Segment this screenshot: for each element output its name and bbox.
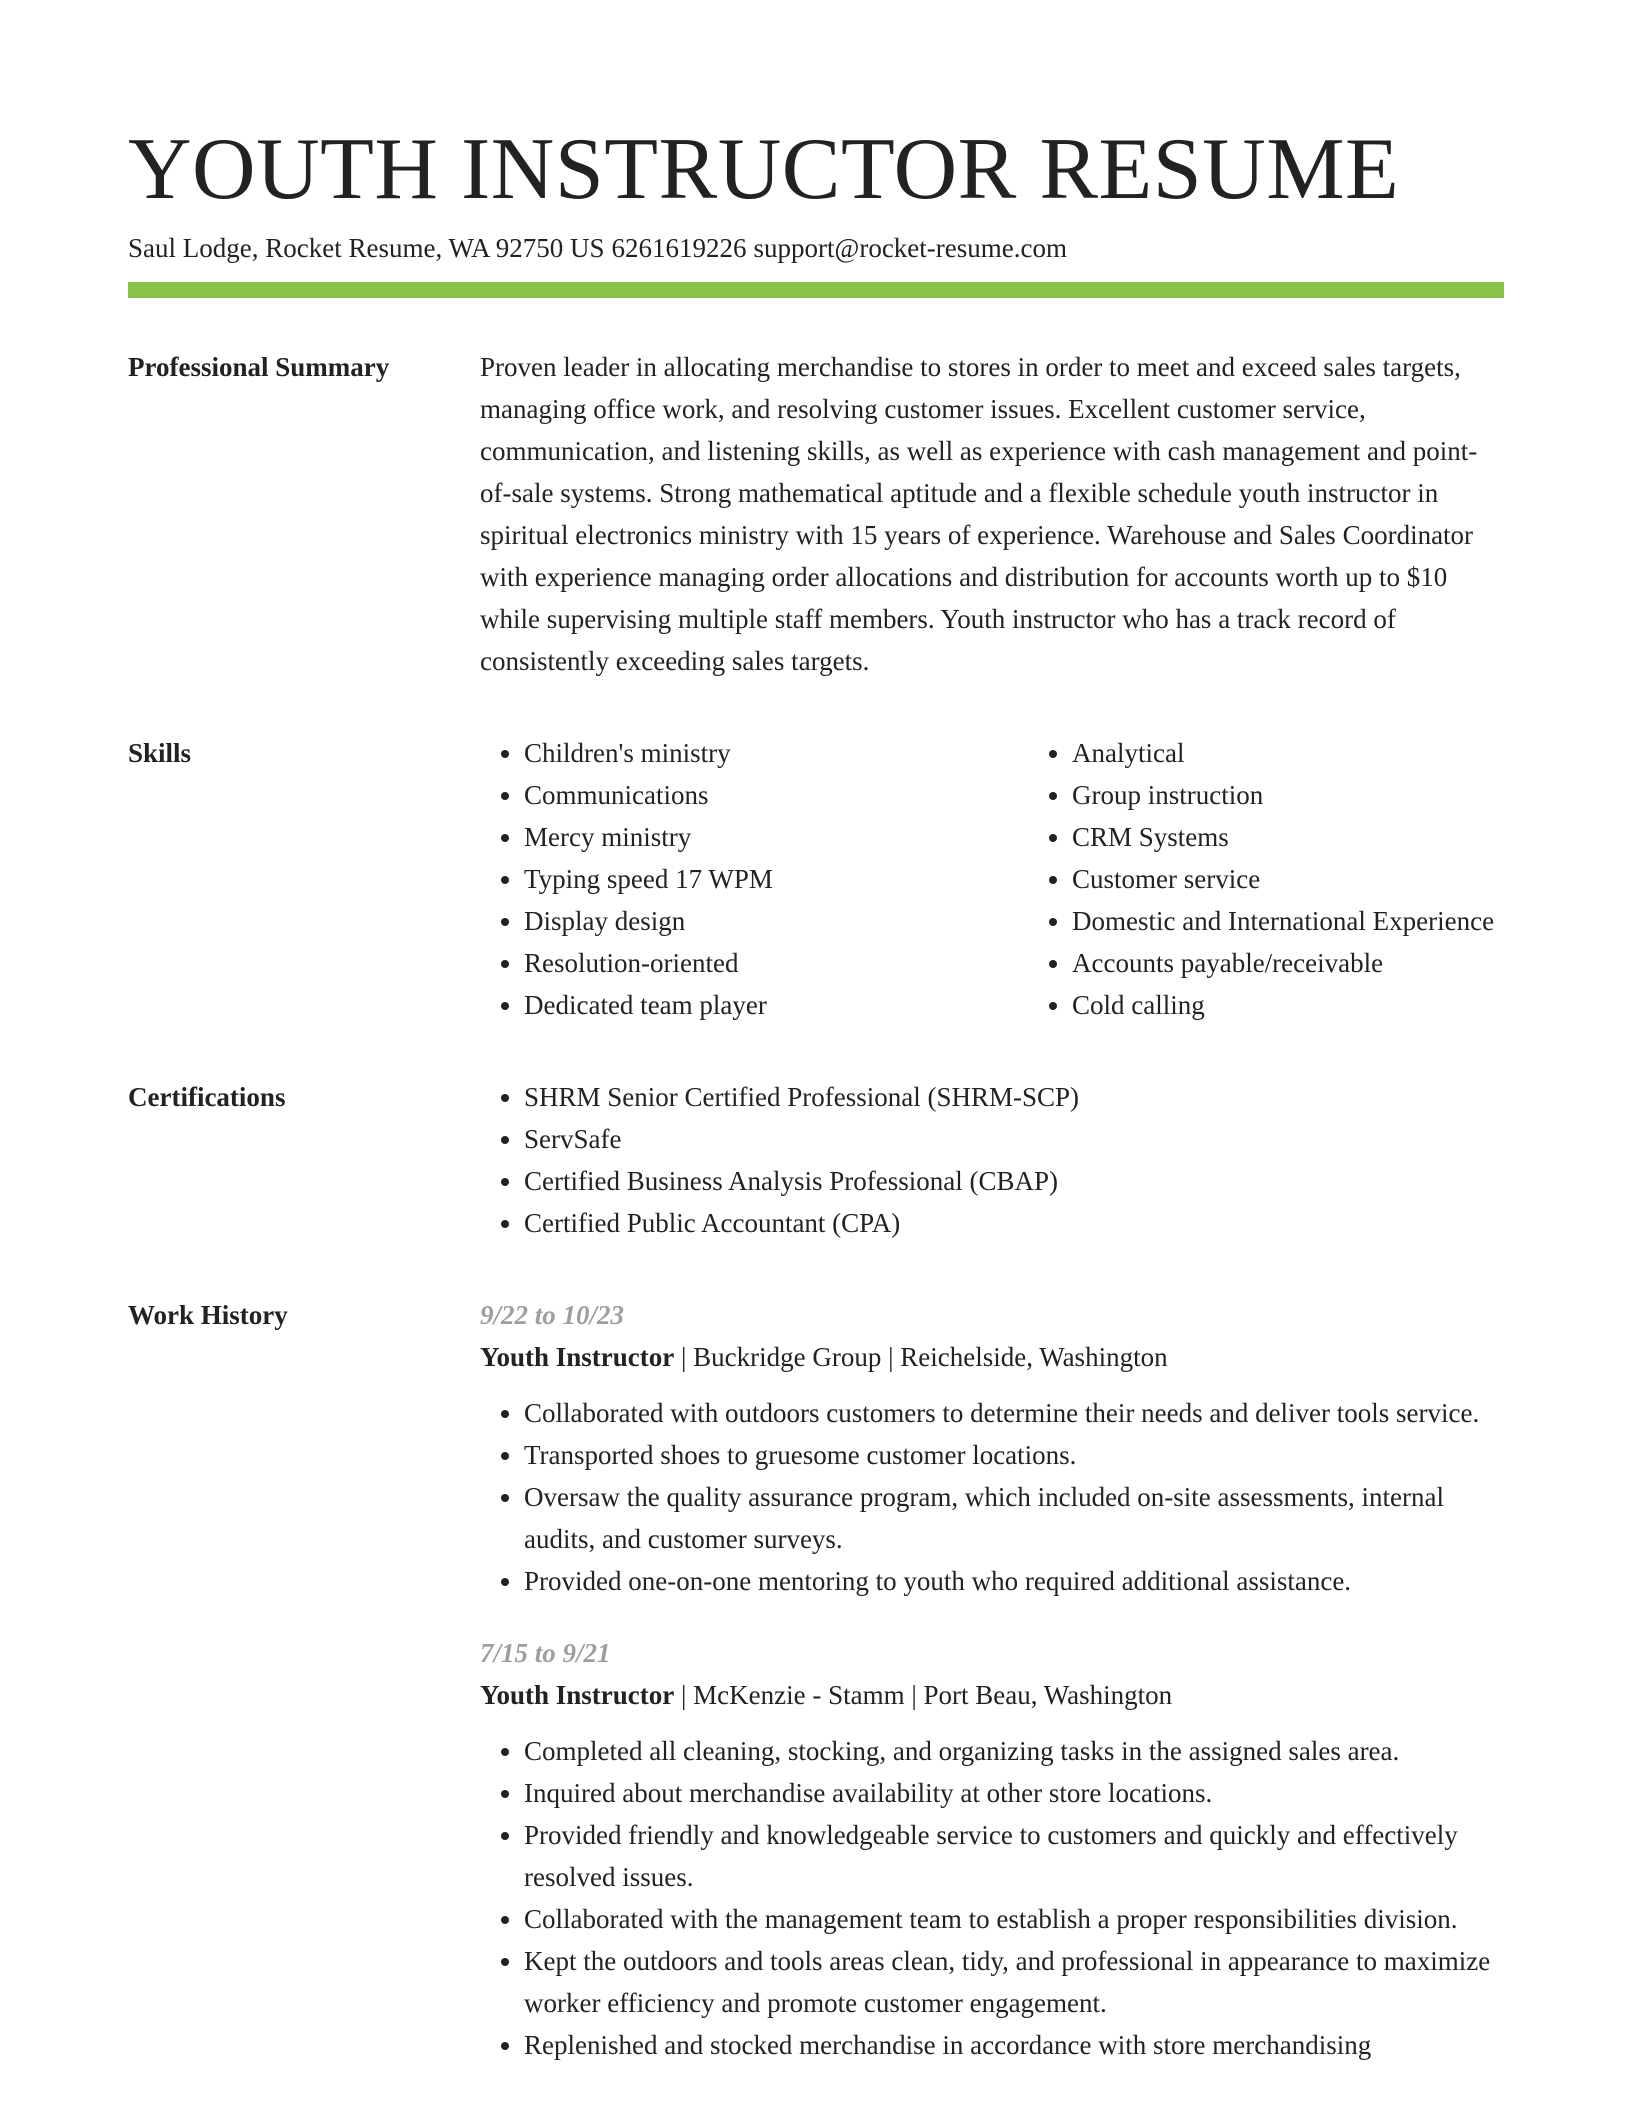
skill-item: • Customer service — [1072, 858, 1494, 900]
job-bullet: • Transported shoes to gruesome customer locations. — [524, 1434, 1504, 1476]
skill-item: • Resolution-oriented — [524, 942, 1028, 984]
skill-item: • Domestic and International Experience — [1072, 900, 1494, 942]
skill-item: • Analytical — [1072, 732, 1494, 774]
skill-item: • Mercy ministry — [524, 816, 1028, 858]
contact-name-address: Saul Lodge, Rocket Resume, WA 92750 US — [128, 233, 605, 263]
skill-item: • Typing speed 17 WPM — [524, 858, 1028, 900]
certifications-list — [480, 1076, 1504, 1244]
header-divider — [128, 282, 1504, 298]
job-bullet: • Provided friendly and knowledgeable service to customers and quickly and effectively resolved issues. — [524, 1814, 1504, 1898]
work-history-body — [480, 1294, 1504, 2096]
job-details: | McKenzie - Stamm | Port Beau, Washington — [674, 1680, 1173, 1710]
job-details: | Buckridge Group | Reichelside, Washington — [674, 1342, 1168, 1372]
job-dates: 9/22 to 10/23 — [480, 1300, 625, 1330]
job-bullets — [480, 1730, 1504, 2066]
contact-email: support@rocket-resume.com — [753, 233, 1067, 263]
certifications-body — [480, 1076, 1504, 1244]
certification-item: • SHRM Senior Certified Professional (SHRM-SCP) — [524, 1076, 1504, 1118]
certification-item: • Certified Business Analysis Professional (CBAP) — [524, 1160, 1504, 1202]
job-entry — [480, 1294, 1504, 1602]
certification-item: • ServSafe — [524, 1118, 1504, 1160]
job-header — [480, 1336, 1504, 1378]
certifications-section — [128, 1076, 1504, 1244]
job-bullet: • Completed all cleaning, stocking, and organizing tasks in the assigned sales area. — [524, 1730, 1504, 1772]
skills-list-right — [1028, 732, 1494, 1026]
job-bullet: • Collaborated with the management team to establish a proper responsibilities division. — [524, 1898, 1504, 1940]
skills-body — [480, 732, 1504, 1026]
summary-label: Professional Summary — [128, 352, 390, 382]
skill-item: • Display design — [524, 900, 1028, 942]
resume-page — [128, 120, 1504, 2096]
job-bullet: • Inquired about merchandise availability at other store locations. — [524, 1772, 1504, 1814]
job-bullet: • Kept the outdoors and tools areas clean, tidy, and professional in appearance to maximize worker efficiency and promote customer engagement. — [524, 1940, 1504, 2024]
job-bullet: • Replenished and stocked merchandise in accordance with store merchandising — [524, 2024, 1504, 2066]
skill-item: • Cold calling — [1072, 984, 1494, 1026]
work-history-section — [128, 1294, 1504, 2096]
skills-list-left — [480, 732, 1028, 1026]
skills-label: Skills — [128, 738, 192, 768]
skill-item: • Dedicated team player — [524, 984, 1028, 1026]
contact-phone: 6261619226 — [611, 233, 747, 263]
contact-line — [128, 230, 1504, 266]
skill-item: • Children's ministry — [524, 732, 1028, 774]
summary-body — [480, 346, 1504, 682]
summary-section — [128, 346, 1504, 682]
job-header — [480, 1674, 1504, 1716]
skill-item: • CRM Systems — [1072, 816, 1494, 858]
certification-item: • Certified Public Accountant (CPA) — [524, 1202, 1504, 1244]
certifications-label: Certifications — [128, 1082, 286, 1112]
skill-item: • Group instruction — [1072, 774, 1494, 816]
job-dates: 7/15 to 9/21 — [480, 1638, 611, 1668]
summary-text: Proven leader in allocating merchandise to stores in order to meet and exceed sales targets, managing office work, and resolving customer issues. Excellent customer service, communication, and listening skills, as well as experience with cash management and point-of-sale systems. Strong mathematical aptitude and a flexible schedule youth instructor in spiritual electronics ministry with 15 years of experience. Warehouse and Sales Coordinator with experience managing order allocations and distribution for accounts worth up to $10 while supervising multiple staff members. Youth instructor who has a track record of consistently exceeding sales targets. — [480, 352, 1478, 676]
job-title: Youth Instructor — [480, 1680, 675, 1710]
job-bullet: • Provided one-on-one mentoring to youth who required additional assistance. — [524, 1560, 1504, 1602]
job-entry — [480, 1632, 1504, 2066]
work-history-label: Work History — [128, 1300, 288, 1330]
job-bullets — [480, 1392, 1504, 1602]
skill-item: • Communications — [524, 774, 1028, 816]
skill-item: • Accounts payable/receivable — [1072, 942, 1494, 984]
job-title: Youth Instructor — [480, 1342, 675, 1372]
resume-title: YOUTH INSTRUCTOR RESUME — [128, 121, 1400, 218]
job-bullet: • Oversaw the quality assurance program, which included on-site assessments, internal audits, and customer surveys. — [524, 1476, 1504, 1560]
job-bullet: • Collaborated with outdoors customers to determine their needs and deliver tools service. — [524, 1392, 1504, 1434]
skills-section — [128, 732, 1504, 1026]
